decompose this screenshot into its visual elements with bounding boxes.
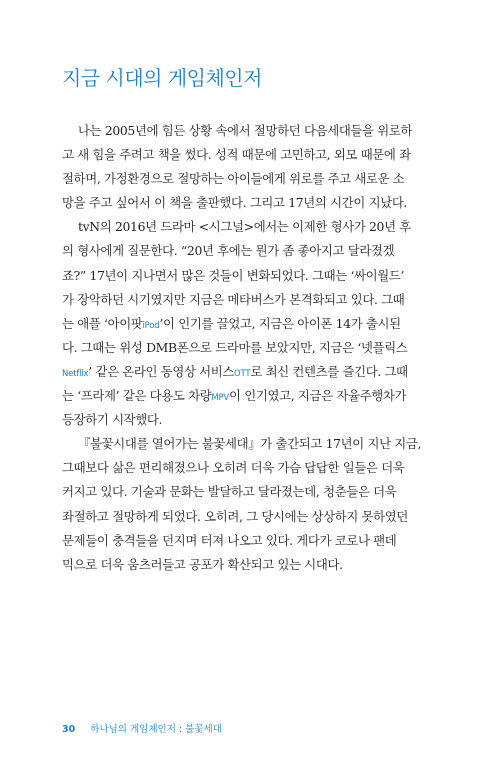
text-run: ’이 인기를 끌었고, 지금은 아이폰 14가 출시된: [159, 315, 401, 331]
annotation-ipod: iPod: [142, 320, 160, 331]
annotation-mpv: MPV: [211, 393, 230, 404]
paragraph-line: 등장하기 시작했다.: [62, 412, 163, 428]
page-number: 30: [62, 724, 76, 735]
paragraph-line: 커지고 있다. 기술과 문화는 발달하고 달라졌는데, 청춘들은 더욱: [62, 484, 397, 500]
paragraph-line: 그때보다 삶은 편리해졌으나 오히려 더욱 가슴 답답한 일들은 더욱: [62, 460, 405, 476]
page-title: 지금 시대의 게임체인저: [62, 66, 262, 90]
paragraph-line: 『불꽃시대를 열어가는 불꽃세대』가 출간되고 17년이 지난 지금,: [78, 436, 422, 452]
paragraph-line: [62, 312, 442, 336]
running-title: 하나님의 게임체인저 : 불꽃세대: [90, 724, 222, 735]
paragraph-line: 문제들이 충격들을 던지며 터져 나오고 있다. 게다가 코로나 팬데: [62, 532, 397, 548]
paragraph-line: 의 형사에게 질문한다. “20년 후에는 뭔가 좀 좋아지고 달라졌겠: [62, 243, 395, 259]
text-run: 로 최신 컨텐츠를 즐긴다. 그때: [250, 363, 408, 379]
paragraph-line: 믹으로 더욱 움츠러들고 공포가 확산되고 있는 시대다.: [62, 556, 343, 572]
paragraph-line: 다. 그때는 위성 DMB폰으로 드라마를 보았지만, 지금은 ‘넷플릭스: [62, 339, 408, 355]
text-run: 는 애플 ‘아이팟: [62, 315, 143, 331]
text-run: 이 인기였고, 지금은 자율주행차가: [229, 388, 407, 404]
paragraph-line: tvN의 2016년 드라마 <시그널>에서는 이제한 형사가 20년 후: [78, 219, 411, 235]
text-run: ’ 같은 온라인 동영상 서비스: [88, 363, 235, 379]
paragraph-line: [62, 384, 442, 408]
paragraph-line: 망을 주고 싶어서 이 책을 출판했다. 그리고 17년의 시간이 지났다.: [62, 195, 408, 211]
paragraph-line: 절하며, 가정환경으로 절망하는 아이들에게 위로를 주고 새로운 소: [62, 171, 405, 187]
paragraph-line: 가 장악하던 시기였지만 지금은 메타버스가 본격화되고 있다. 그때: [62, 291, 405, 307]
paragraph-line: [62, 360, 442, 384]
text-run: 는 ‘프라제’ 같은 다용도 차량: [62, 388, 212, 404]
paragraph-line: 좌절하고 절망하게 되었다. 오히려, 그 당시에는 상상하지 못하였던: [62, 508, 409, 524]
paragraph-line: 고 새 힘을 주려고 책을 썼다. 성적 때문에 고민하고, 외모 때문에 좌: [62, 147, 411, 163]
paragraph-line: 죠?” 17년이 지나면서 많은 것들이 변화되었다. 그때는 ‘싸이월드’: [62, 267, 405, 283]
page-footer: [62, 721, 222, 735]
paragraph-line: 나는 2005년에 힘든 상황 속에서 절망하던 다음세대들을 위로하: [78, 123, 413, 138]
annotation-netflix: Netflix: [62, 368, 89, 379]
body-text: [62, 119, 442, 577]
annotation-ott: OTT: [234, 368, 251, 379]
